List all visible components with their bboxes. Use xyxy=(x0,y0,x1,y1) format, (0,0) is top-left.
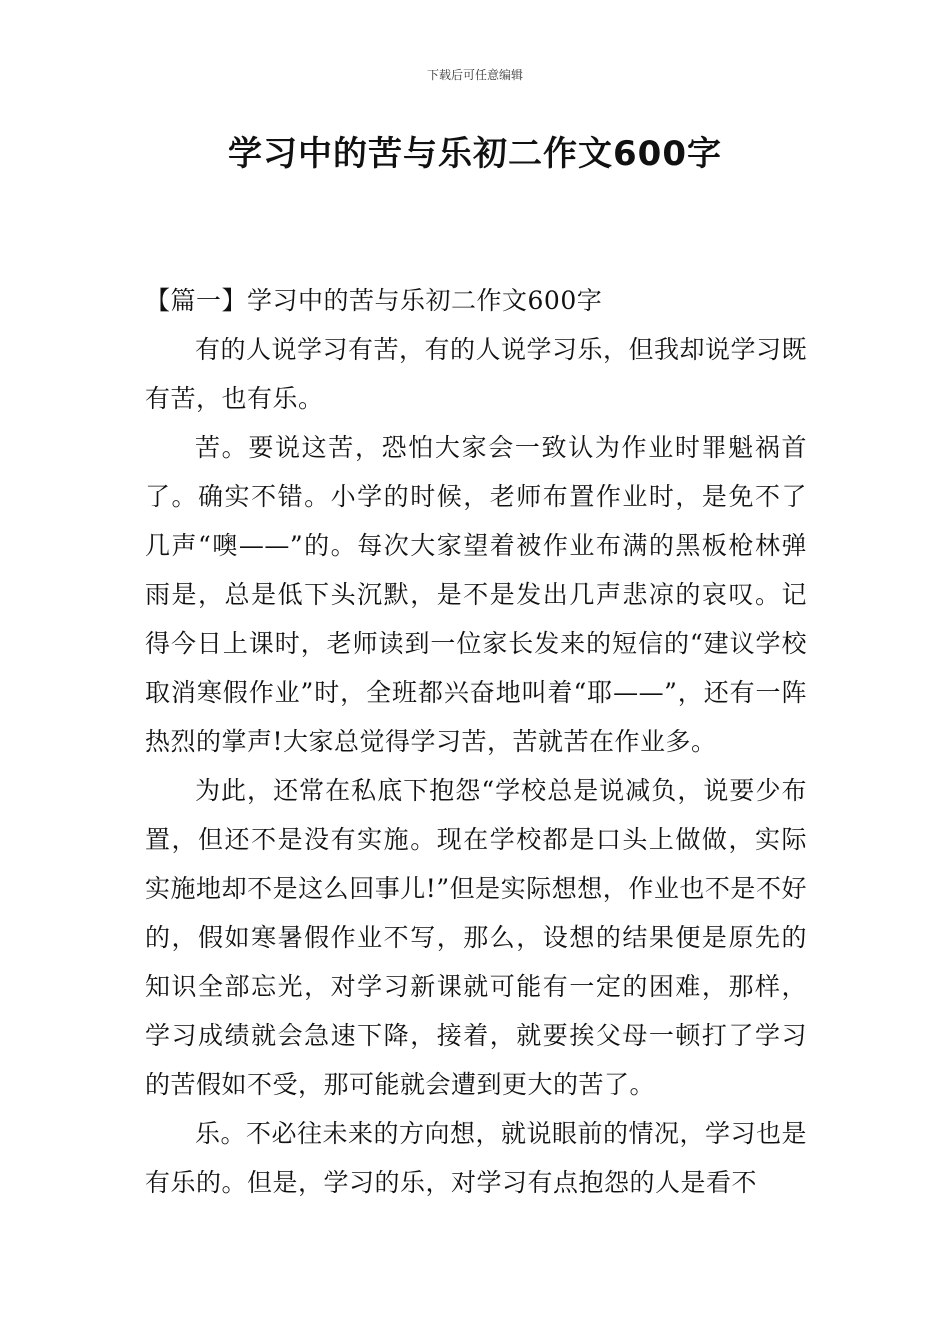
paragraph-2: 苦。要说这苦，恐怕大家会一致认为作业时罪魁祸首了。确实不错。小学的时候，老师布置作业时，是免不了几声“噢——”的。每次大家望着被作业布满的黑板枪林弹雨是，总是低下头沉默，是不是发出几声悲凉的哀叹。记得今日上课时，老师读到一位家长发来的短信的“建议学校取消寒假作业”时，全班都兴奋地叫着“耶——”，还有一阵热烈的掌声!大家总觉得学习苦，苦就苦在作业多。 xyxy=(145,433,807,756)
paragraph-3: 为此，还常在私底下抱怨“学校总是说减负，说要少布置，但还不是没有实施。现在学校都是口头上做做，实际实施地却不是这么回事儿!”但是实际想想，作业也不是不好的，假如寒暑假作业不写，那么，设想的结果便是原先的知识全部忘光，对学习新课就可能有一定的困难，那样，学习成绩就会急速下降，接着，就要挨父母一顿打了学习的苦假如不受，那可能就会遭到更大的苦了。 xyxy=(145,776,807,1099)
paragraph-4: 乐。不必往未来的方向想，就说眼前的情况，学习也是有乐的。但是，学习的乐，对学习有点抱怨的人是看不 xyxy=(145,1119,808,1197)
paragraph-1: 有的人说学习有苦，有的人说学习乐，但我却说学习既有苦，也有乐。 xyxy=(145,335,808,413)
document-title: 学习中的苦与乐初二作文600字 xyxy=(228,134,722,174)
section-heading: 【篇一】学习中的苦与乐初二作文600字 xyxy=(145,286,603,315)
article-body xyxy=(145,276,807,1207)
header-note: 下载后可任意编辑 xyxy=(426,68,523,82)
